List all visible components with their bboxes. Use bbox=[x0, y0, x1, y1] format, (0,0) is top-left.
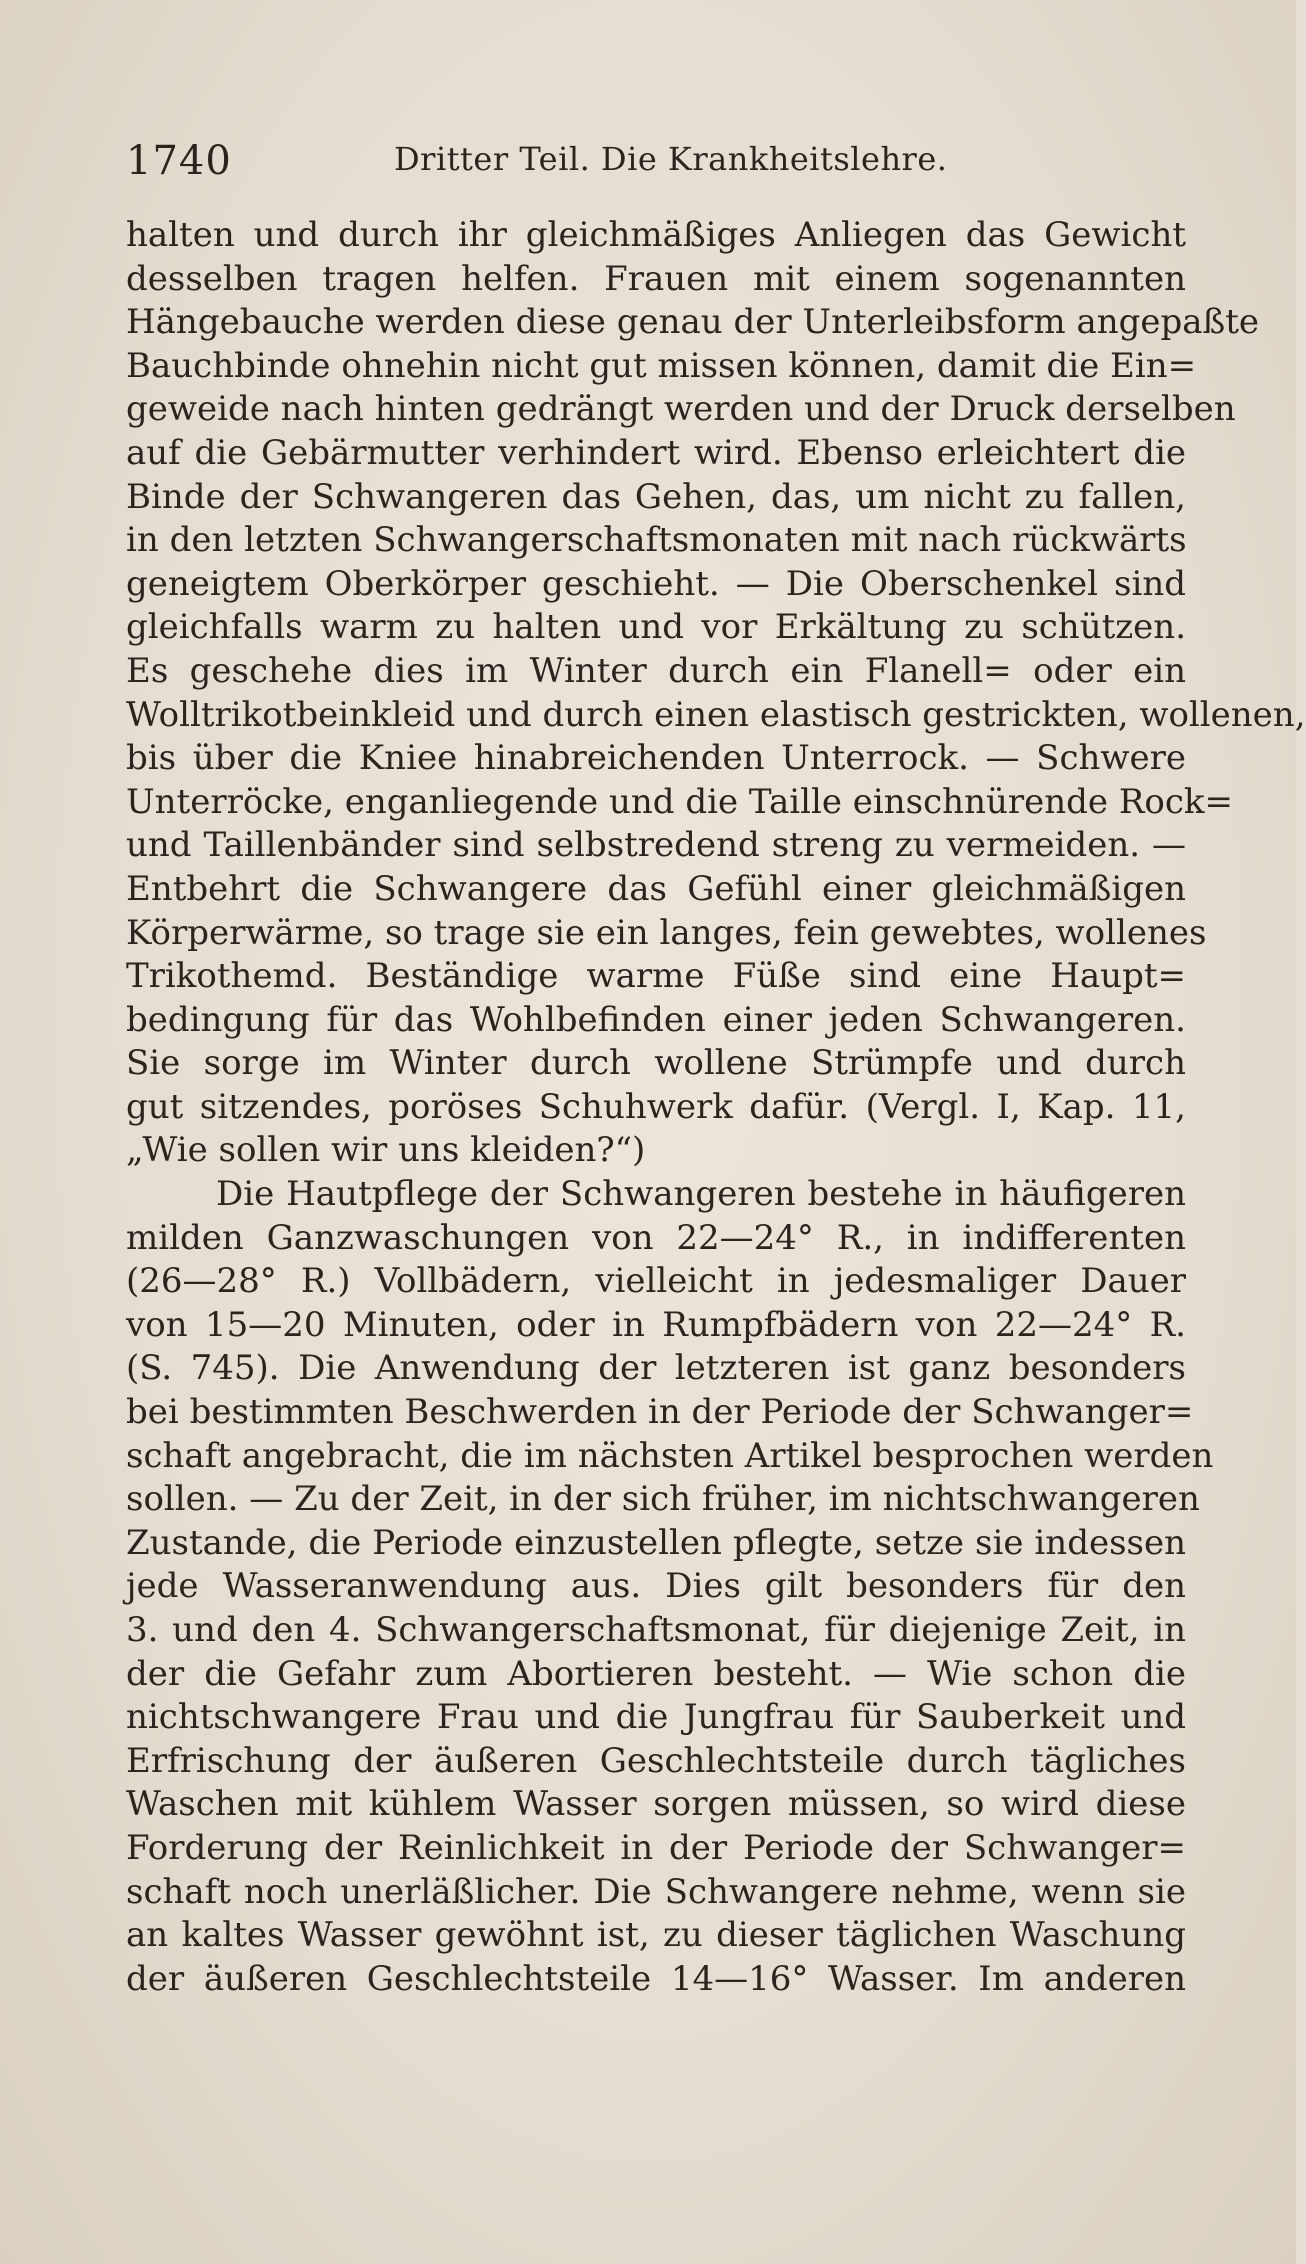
text-line: (S. 745). Die Anwendung der letzteren ist ganz besonders bbox=[126, 1348, 1186, 1389]
text-line: der die Gefahr zum Abortieren besteht. — Wie schon die bbox=[126, 1653, 1186, 1694]
text-line: 3. und den 4. Schwangerschaftsmonat, für diejenige Zeit, in bbox=[126, 1610, 1186, 1650]
text-line: nichtschwangere Frau und die Jungfrau für Sauberkeit und bbox=[126, 1697, 1186, 1738]
text-line: Wolltrikotbeinkleid und durch einen elastisch gestrickten, wollenen, bbox=[126, 694, 1306, 735]
text-line: Waschen mit kühlem Wasser sorgen müssen, so wird diese bbox=[126, 1784, 1186, 1825]
text-line: sollen. — Zu der Zeit, in der sich früher, im nichtschwangeren bbox=[126, 1479, 1200, 1520]
text-line: geneigtem Oberkörper geschieht. — Die Oberschenkel sind bbox=[126, 563, 1186, 604]
text-line: geweide nach hinten gedrängt werden und der Druck derselben bbox=[126, 389, 1236, 430]
text-line: Körperwärme, so trage sie ein langes, fein gewebtes, wollenes bbox=[126, 912, 1207, 953]
text-line: Binde der Schwangeren das Gehen, das, um nicht zu fallen, bbox=[126, 476, 1186, 517]
text-line: gut sitzendes, poröses Schuhwerk dafür. (Vergl. I, Kap. 11, bbox=[126, 1086, 1186, 1127]
paragraph-clothing bbox=[126, 214, 1306, 1173]
text-line: desselben tragen helfen. Frauen mit einem sogenannten bbox=[126, 258, 1186, 299]
text-line: Zustande, die Periode einzustellen pflegte, setze sie indessen bbox=[126, 1522, 1186, 1563]
text-line: bedingung für das Wohlbefinden einer jeden Schwangeren. bbox=[126, 999, 1186, 1040]
text-line: milden Ganzwaschungen von 22—24° R., in indifferenten bbox=[126, 1217, 1186, 1258]
text-line: auf die Gebärmutter verhindert wird. Ebenso erleichtert die bbox=[126, 432, 1186, 473]
text-line: an kaltes Wasser gewöhnt ist, zu dieser täglichen Waschung bbox=[126, 1915, 1186, 1956]
text-line: Bauchbinde ohnehin nicht gut missen können, damit die Ein= bbox=[126, 345, 1197, 386]
text-line: Erfrischung der äußeren Geschlechtsteile durch tägliches bbox=[126, 1740, 1186, 1781]
text-line: schaft noch unerläßlicher. Die Schwangere nehme, wenn sie bbox=[126, 1871, 1186, 1912]
text-line: Es geschehe dies im Winter durch ein Flanell= oder ein bbox=[126, 650, 1186, 691]
text-line: „Wie sollen wir uns kleiden?“) bbox=[126, 1130, 646, 1171]
text-line: halten und durch ihr gleichmäßiges Anliegen das Gewicht bbox=[126, 215, 1186, 255]
text-line: Die Hautpflege der Schwangeren bestehe in häufigeren bbox=[216, 1174, 1186, 1215]
text-line: Sie sorge im Winter durch wollene Strümpfe und durch bbox=[126, 1043, 1186, 1084]
text-line: bis über die Kniee hinabreichenden Unterrock. — Schwere bbox=[126, 738, 1186, 779]
paragraph-skin-care bbox=[126, 1173, 1214, 2001]
text-line: Forderung der Reinlichkeit in der Periode der Schwanger= bbox=[126, 1827, 1186, 1868]
page-header bbox=[126, 138, 1186, 198]
text-line: der äußeren Geschlechtsteile 14—16° Wasser. Im anderen bbox=[126, 1958, 1186, 1999]
text-line: von 15—20 Minuten, oder in Rumpfbädern von 22—24° R. bbox=[126, 1304, 1186, 1345]
text-line: bei bestimmten Beschwerden in der Periode der Schwanger= bbox=[126, 1392, 1194, 1433]
text-line: (26—28° R.) Vollbädern, vielleicht in jedesmaliger Dauer bbox=[126, 1261, 1186, 1302]
running-head: Dritter Teil. Die Krankheitslehre. bbox=[394, 140, 948, 178]
text-line: schaft angebracht, die im nächsten Artikel besprochen werden bbox=[126, 1435, 1214, 1476]
text-line: und Taillenbänder sind selbstredend streng zu vermeiden. — bbox=[126, 825, 1186, 866]
page-number: 1740 bbox=[126, 138, 232, 184]
text-line: Hängebauche werden diese genau der Unterleibsform angepaßte bbox=[126, 302, 1260, 343]
text-line: gleichfalls warm zu halten und vor Erkältung zu schützen. bbox=[126, 607, 1186, 648]
text-line: in den letzten Schwangerschaftsmonaten mit nach rückwärts bbox=[126, 520, 1187, 561]
text-line: Entbehrt die Schwangere das Gefühl einer gleichmäßigen bbox=[126, 868, 1186, 909]
body-text bbox=[126, 214, 1306, 2001]
text-line: jede Wasseranwendung aus. Dies gilt besonders für den bbox=[126, 1566, 1186, 1607]
text-line: Unterröcke, enganliegende und die Taille einschnürende Rock= bbox=[126, 781, 1234, 822]
text-line: Trikothemd. Beständige warme Füße sind eine Haupt= bbox=[126, 956, 1186, 997]
